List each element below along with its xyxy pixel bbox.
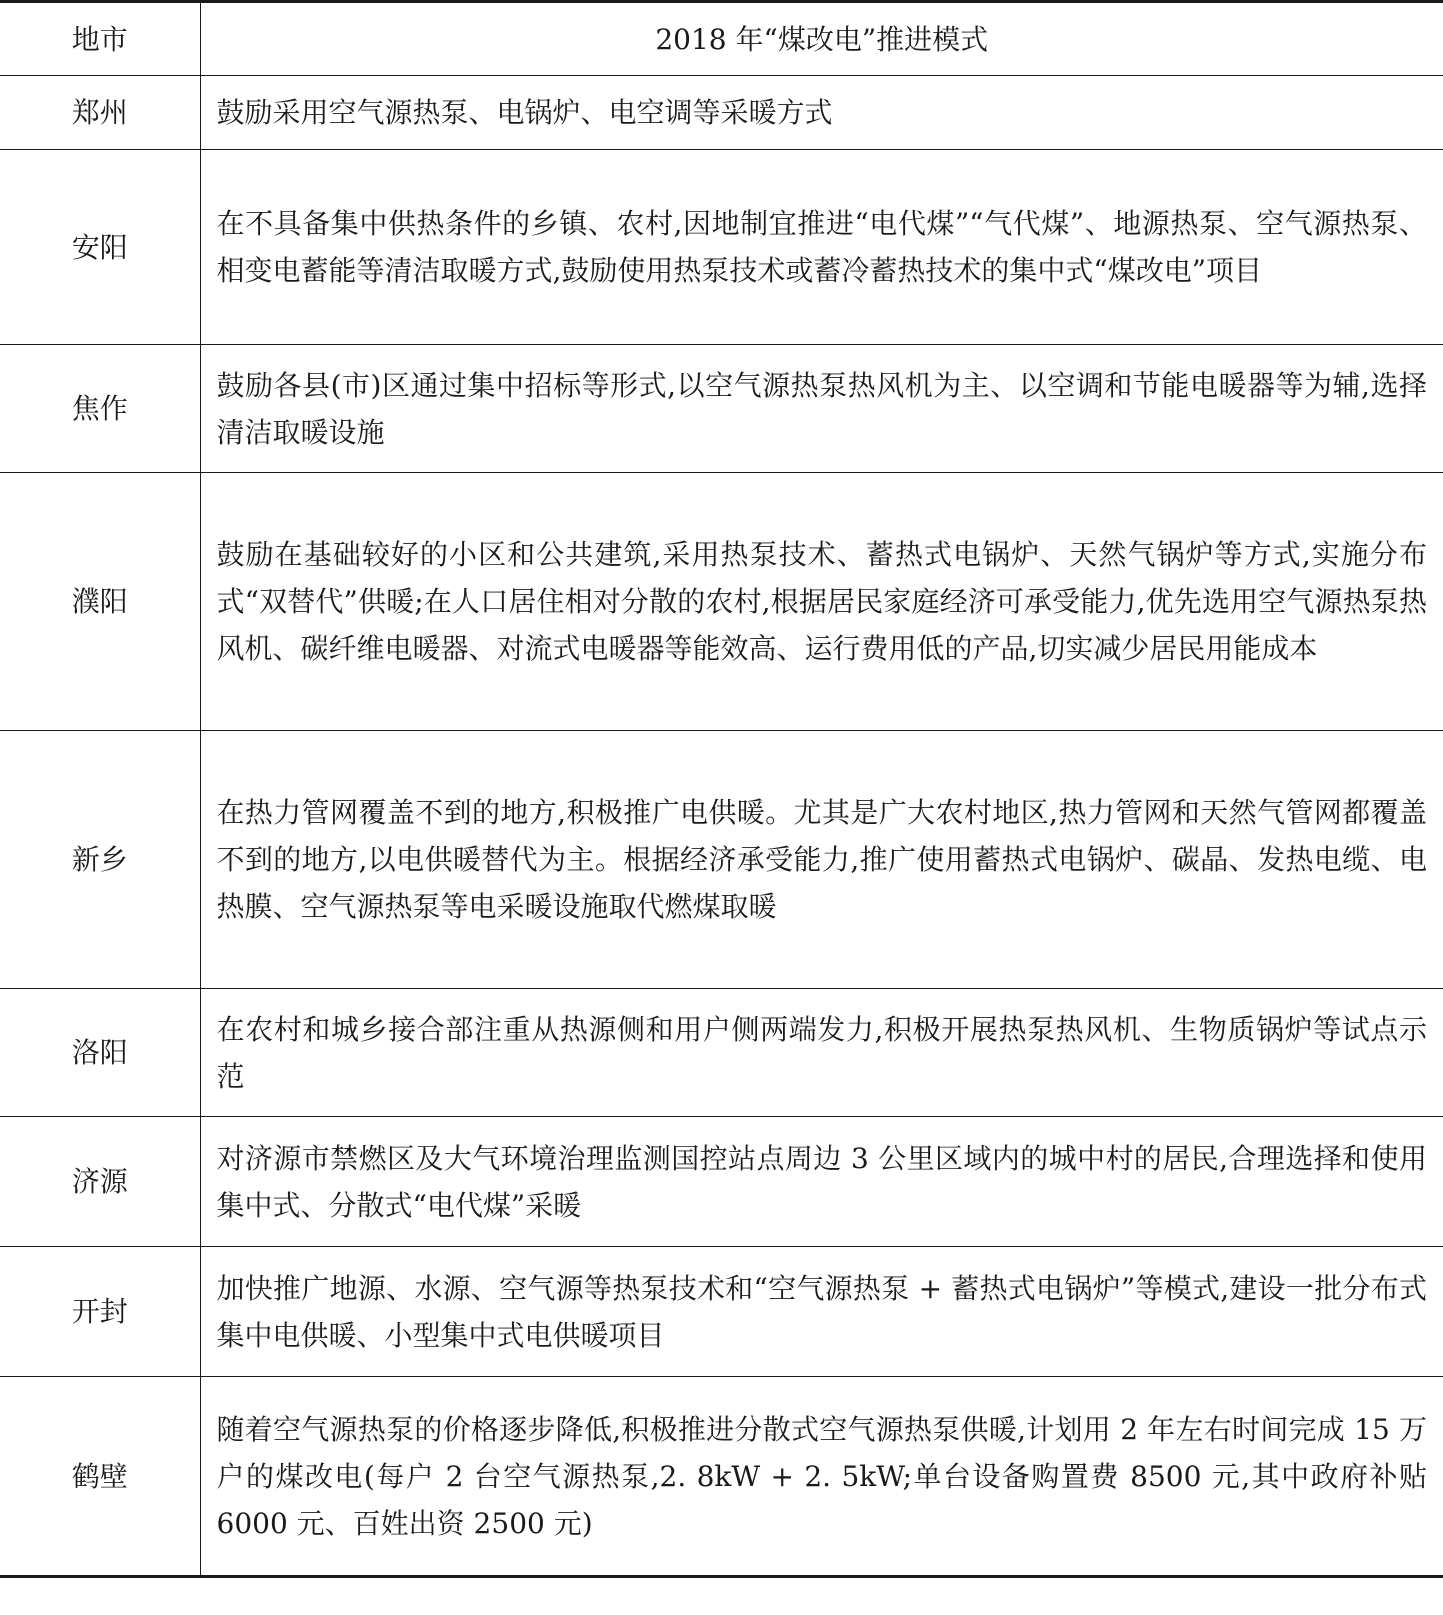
table-row [0,989,1443,1117]
row-city: 新乡 [0,731,200,989]
row-city: 焦作 [0,345,200,473]
row-mode: 鼓励在基础较好的小区和公共建筑,采用热泵技术、蓄热式电锅炉、天然气锅炉等方式,实施分布式“双替代”供暖;在人口居住相对分散的农村,根据居民家庭经济可承受能力,优先选用空气源热泵热风机、碳纤维电暖器、对流式电暖器等能效高、运行费用低的产品,切实减少居民用能成本 [200,473,1443,731]
table-row [0,731,1443,989]
row-city: 安阳 [0,150,200,345]
row-city: 开封 [0,1247,200,1377]
row-mode: 鼓励采用空气源热泵、电锅炉、电空调等采暖方式 [200,76,1443,150]
table-row [0,345,1443,473]
header-mode: 2018 年“煤改电”推进模式 [200,2,1443,76]
table-row [0,76,1443,150]
row-mode: 在不具备集中供热条件的乡镇、农村,因地制宜推进“电代煤”“气代煤”、地源热泵、空气源热泵、相变电蓄能等清洁取暖方式,鼓励使用热泵技术或蓄冷蓄热技术的集中式“煤改电”项目 [200,150,1443,345]
row-city: 濮阳 [0,473,200,731]
row-city: 郑州 [0,76,200,150]
row-mode: 对济源市禁燃区及大气环境治理监测国控站点周边 3 公里区域内的城中村的居民,合理选择和使用集中式、分散式“电代煤”采暖 [200,1117,1443,1247]
table-row [0,1247,1443,1377]
table-row [0,1117,1443,1247]
row-mode: 鼓励各县(市)区通过集中招标等形式,以空气源热泵热风机为主、以空调和节能电暖器等为辅,选择清洁取暖设施 [200,345,1443,473]
row-city: 济源 [0,1117,200,1247]
row-mode: 加快推广地源、水源、空气源等热泵技术和“空气源热泵 + 蓄热式电锅炉”等模式,建设一批分布式集中电供暖、小型集中式电供暖项目 [200,1247,1443,1377]
row-mode: 在热力管网覆盖不到的地方,积极推广电供暖。尤其是广大农村地区,热力管网和天然气管网都覆盖不到的地方,以电供暖替代为主。根据经济承受能力,推广使用蓄热式电锅炉、碳晶、发热电缆、电热膜、空气源热泵等电采暖设施取代燃煤取暖 [200,731,1443,989]
header-city: 地市 [0,2,200,76]
table-row [0,1377,1443,1577]
table-row [0,150,1443,345]
row-city: 洛阳 [0,989,200,1117]
table-header-row [0,2,1443,76]
row-mode: 随着空气源热泵的价格逐步降低,积极推进分散式空气源热泵供暖,计划用 2 年左右时间完成 15 万户的煤改电(每户 2 台空气源热泵,2. 8kW + 2. 5kW;单台设备购置费 8500 元,其中政府补贴 6000 元、百姓出资 2500 元) [200,1377,1443,1577]
row-city: 鹤壁 [0,1377,200,1577]
table-row [0,473,1443,731]
row-mode: 在农村和城乡接合部注重从热源侧和用户侧两端发力,积极开展热泵热风机、生物质锅炉等试点示范 [200,989,1443,1117]
